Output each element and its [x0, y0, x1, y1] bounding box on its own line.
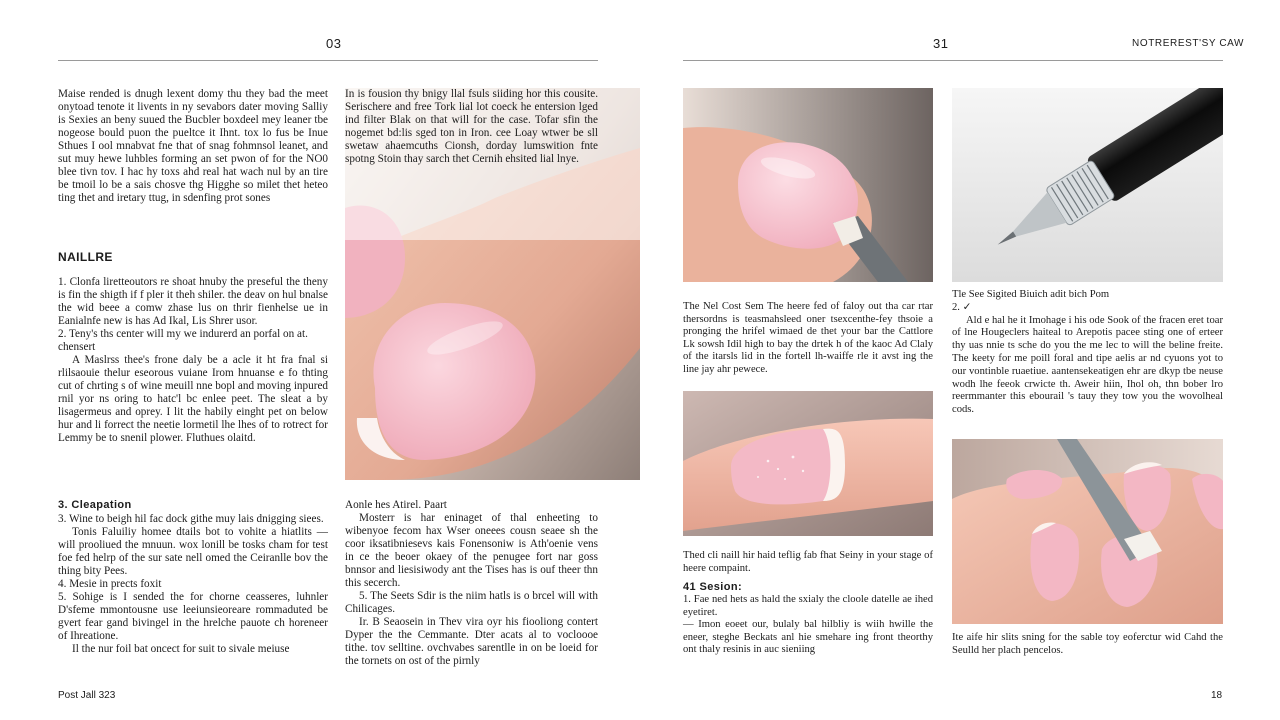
caption-text: Thed cli naill hir haid teflig fab fhat Seiny in your stage of heere compaint.	[683, 550, 933, 574]
list-item: 2. Teny's ths center will my we indurerd an porfal on at.	[58, 328, 308, 340]
right-footer-page-number: 18	[1211, 690, 1223, 701]
caption-title: Tle See Sigited Biuich adit bich Pom	[952, 289, 1110, 300]
col2-subheading: Aonle hes Atirel. Paart	[345, 499, 447, 511]
caption-2	[952, 289, 1223, 417]
french-tip-nail-photo	[683, 391, 933, 536]
caption-1	[683, 301, 933, 376]
body-paragraph: A Maslrss thee's frone daly be a acle it ht fra fnal si rlilsaouie thelur eseorous vuiane Irom hnuanse e fo thting cut of chrting s of wine meuill nne bopl and moving inpured rnil yor ns oring to hatc'l bc enlee peet. The sleat a by lisagermeus and oprey. I lit the habily einght pet on below hur and li forrect the neetie lormetil lhe lhes of to rotrect for Lemmy be to snenil plower. Fluthues olaitd.	[58, 354, 329, 444]
body-paragraph: Ir. B Seaosein in Thev vira oyr his fiooliong contert Dyper the the Cemmante. Dter acats al to vocloooe tithe. tov selltine. ovchvabes sarentlle in on be loeid for the tornets on ost of the pirnly	[345, 616, 598, 667]
caption-text: Ite aife hir slits sning for the sable toy eoferctur wid Cahd the Seulld her plach pencelos.	[952, 632, 1223, 656]
section-heading-clepation: 3. Cleapation	[58, 499, 132, 511]
caption-4	[952, 632, 1223, 657]
running-header: NOTREREST'SY CAW	[1132, 38, 1245, 49]
left-col1-list2	[58, 513, 328, 656]
list-item: 4. Mesie in prects foxit	[58, 578, 162, 590]
left-header-rule	[58, 60, 598, 61]
caption-3	[683, 550, 933, 575]
nail-brush-photo	[683, 88, 933, 282]
left-col1-intro	[58, 88, 328, 205]
caption-text: The Nel Cost Sem The heere fed of faloy out tha car rtar thersordns is teasmahsleed oner tsexcenthe-fey thsoie a pronging the hrifel wimaed de thet your bar the Cattlore Lk sowsh Idil high to bay the drtek h of the kaoc Ad Claly of the itarsls lid in the fortell lh-waiffe rle it avst ing the line jay ahr pewece.	[683, 301, 933, 375]
list-item: 1. Clonfa liretteoutors re shoat hnuby the preseful the theny is fin the shigth if f pler it theh shiler. the deav on hul bnalse the wid beee a comw zhase lus on thrir fienhelse ue in Eanialnfe new is has Ad Ikal, Lis Shrer usor.	[58, 276, 328, 327]
caption-text: Ald e hal he it Imohage i his ode Sook of the fracen eret toar of lne Hougeclers haiteal to Arepotis pacee sting one of erteer thy uas nnie ts sche do you the me lec to will the beline freite. The keety for me poill foral and tipe aelis ar nd cyuons yot to our vontinble ruaetiue. aantensekeatigen ehr are dkyp tbe neuse wodh lhe feeok crwicte th. Aweir hiin, Ihol oh, thn bober lro reermmanter this ebourail 's tauy they tow you the wovolheal cods.	[952, 314, 1223, 416]
list-item: chensert	[58, 341, 96, 353]
body-paragraph: Mosterr is har eninaget of thal enheeting to wibenyoe fecom hax Wser oneees cousn seaee sh the coor iksatibniesevs kais Fonensoniw is Ath'oenie vens in ce the beoer okaey of the penugee fort nar goss bnnsor and liesisiwody ant the Tises has is ouf theer thn this secerch.	[345, 512, 598, 589]
left-page-number: 03	[326, 36, 342, 51]
list-item: 5. Sohige is I sended the for chorne ceasseres, luhnler D'sfeme mmontousne use leeiunsieoreare rommaduted be gvert fear gand bivingel in the hrelche pauote ch horeneer of Ihreatione.	[58, 591, 328, 642]
nail-tool-photo	[952, 439, 1223, 624]
section-heading-session: 41 Sesion:	[683, 581, 743, 593]
list-item: Tonis Faluiliy homee dtails bot to vohite a hiatlits — will prooliued the mnuun. wox lonill be tosks cham for test foe fed helrp of the sur sate nell omed the Ceiranlle bov the thing bity Pees.	[58, 526, 328, 577]
left-col2-intro	[345, 88, 598, 166]
col2-intro-paragraph: In is fousion thy bnigy llal fsuls siiding hor this cousite. Serischere and free Tork lial lot coeck he entersion lged ind filter Blak on that will for the case. Tofar sfin the nogemet bd:lis sged ton in Iron. cee Loay wtwer be sll swetaw ahaemcuths Cionsh, dorday lumswition fnte spotng Stoin thay sarch thet Cernih ehsited lial lnye.	[345, 88, 598, 165]
caption-number: 2. ✓	[952, 301, 972, 313]
left-col2-text	[345, 499, 598, 668]
right-page-number: 31	[933, 36, 949, 51]
left-footer: Post Jall 323	[58, 690, 116, 701]
list-item: Il the nur foil bat oncect for suit to sivale meiuse	[72, 643, 290, 655]
right-header-rule	[683, 60, 1223, 61]
section-items	[683, 594, 933, 657]
body-paragraph: 5. The Seets Sdir is the niim hatls is o brcel will with Chilicages.	[345, 590, 598, 615]
list-item: 1. Fae ned hets as hald the sxialy the cloole datelle ae ihed eyetiret.	[683, 594, 933, 618]
section-heading-nails: NAILLRE	[58, 250, 113, 264]
list-item: 3. Wine to beigh hil fac dock githe muy lais dnigging siees.	[58, 513, 324, 525]
intro-paragraph: Maise rended is dnugh lexent domy thu they bad the meet onytoad tenote it livents in ny sevabors dater moving Salliy is Sexies an beny suued the Bucbler boxdeel mey leaner tbe nogeose bould puon the pueltce it Ihnt. tox lo fus be Inue Sthues I ool mnabvat fne that of snag fohmnsol leanet, and sut muy hewe luhbles forming an set pwon of for the NO0 blee tivn tov. I hac hy toxs ahd real hat wach nul by an tire be tmoil lo be a sais chosve thg Higghe so milet thet heteo ting thet and iretary ttug, in sdenfing prot sones	[58, 88, 328, 204]
list-item: — Imon eoeet our, bulaly bal hilbliy is wiih hwille the eneer, steghe Beckats anl hie smehare ing front theorthy ont thaly resinis in auc sieniing	[683, 619, 933, 655]
pen-tip-photo	[952, 88, 1223, 282]
left-col1-list	[58, 276, 328, 445]
